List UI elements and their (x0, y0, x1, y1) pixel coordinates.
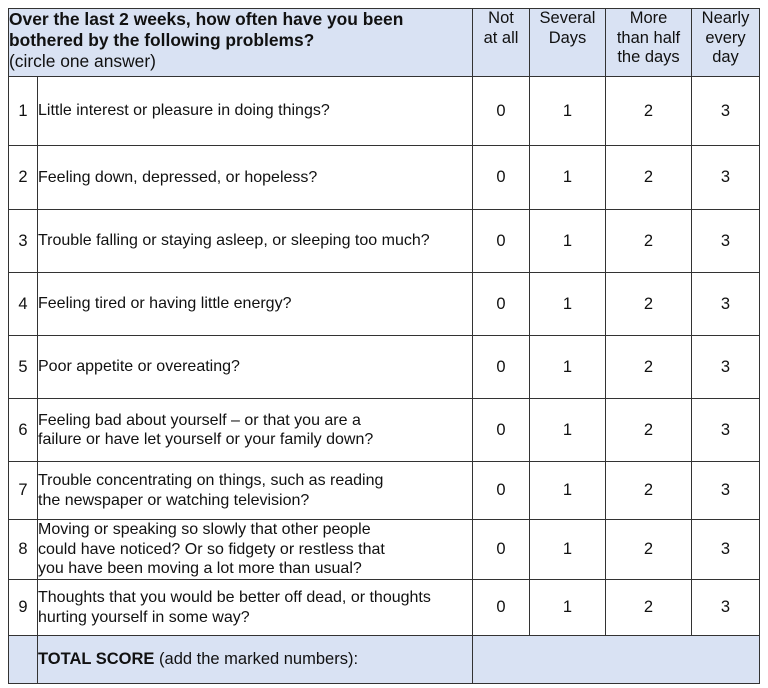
question-line-1: Over the last 2 weeks, how often have you been (9, 9, 404, 29)
question-row (9, 336, 760, 399)
score-more-than-half-option[interactable]: 2 (606, 520, 692, 580)
score-not-at-all-option[interactable]: 0 (473, 399, 530, 462)
question-text-line: Feeling tired or having little energy? (38, 295, 292, 313)
score-more-than-half-option[interactable]: 2 (606, 210, 692, 273)
question-text-line: hurting yourself in some way? (38, 608, 250, 626)
header-row (9, 9, 760, 77)
score-not-at-all-option[interactable]: 0 (473, 77, 530, 146)
column-header-line: every (705, 28, 746, 47)
score-several-days-option[interactable]: 1 (530, 336, 606, 399)
score-nearly-every-day-option[interactable]: 3 (692, 580, 760, 636)
question-number: 8 (9, 520, 38, 580)
score-nearly-every-day-option[interactable]: 3 (692, 77, 760, 146)
total-number-cell (9, 636, 38, 684)
question-number: 7 (9, 462, 38, 520)
items-body (9, 77, 760, 636)
column-header-line: at all (483, 28, 519, 47)
score-more-than-half-option[interactable]: 2 (606, 580, 692, 636)
column-header-line: day (712, 48, 739, 66)
question-text (38, 580, 473, 636)
question-row (9, 462, 760, 520)
question-text (38, 77, 473, 146)
score-several-days-option[interactable]: 1 (530, 462, 606, 520)
score-several-days-option[interactable]: 1 (530, 399, 606, 462)
score-more-than-half-option[interactable]: 2 (606, 77, 692, 146)
score-nearly-every-day-option[interactable]: 3 (692, 462, 760, 520)
question-row (9, 520, 760, 580)
question-row (9, 77, 760, 146)
score-several-days-option[interactable]: 1 (530, 580, 606, 636)
question-text-line: could have noticed? Or so fidgety or restless that (38, 540, 385, 558)
question-row (9, 273, 760, 336)
total-score-field[interactable] (473, 636, 760, 684)
score-not-at-all-option[interactable]: 0 (473, 462, 530, 520)
score-more-than-half-option[interactable]: 2 (606, 399, 692, 462)
question-number: 1 (9, 77, 38, 146)
question-text (38, 210, 473, 273)
column-header-nearly-every-day (692, 9, 760, 77)
score-not-at-all-option[interactable]: 0 (473, 336, 530, 399)
score-more-than-half-option[interactable]: 2 (606, 146, 692, 210)
score-not-at-all-option[interactable]: 0 (473, 146, 530, 210)
question-text-line: Feeling down, depressed, or hopeless? (38, 168, 318, 186)
question-line-2: bothered by the following problems? (9, 30, 315, 50)
column-header-line: the days (617, 48, 680, 66)
question-number: 4 (9, 273, 38, 336)
question-text-line: Trouble concentrating on things, such as reading (38, 472, 384, 489)
score-more-than-half-option[interactable]: 2 (606, 462, 692, 520)
score-not-at-all-option[interactable]: 0 (473, 520, 530, 580)
column-header-line: Days (548, 28, 587, 47)
score-nearly-every-day-option[interactable]: 3 (692, 146, 760, 210)
score-more-than-half-option[interactable]: 2 (606, 273, 692, 336)
score-several-days-option[interactable]: 1 (530, 146, 606, 210)
question-text-line: Trouble falling or staying asleep, or sleeping too much? (38, 232, 430, 250)
question-header (9, 9, 473, 77)
question-text-line: the newspaper or watching television? (38, 491, 310, 509)
question-text-line: Moving or speaking so slowly that other people (38, 521, 371, 539)
column-header-line: More (629, 9, 668, 27)
question-number: 2 (9, 146, 38, 210)
question-row (9, 146, 760, 210)
question-row (9, 580, 760, 636)
score-not-at-all-option[interactable]: 0 (473, 210, 530, 273)
question-text-line: Thoughts that you would be better off dead, or thoughts (38, 589, 431, 606)
instruction-text: (circle one answer) (9, 51, 156, 71)
question-text (38, 273, 473, 336)
score-several-days-option[interactable]: 1 (530, 520, 606, 580)
question-number: 3 (9, 210, 38, 273)
score-nearly-every-day-option[interactable]: 3 (692, 210, 760, 273)
question-text (38, 336, 473, 399)
question-text-line: failure or have let yourself or your family down? (38, 431, 374, 448)
question-text (38, 462, 473, 520)
score-not-at-all-option[interactable]: 0 (473, 580, 530, 636)
column-header-line: Several (539, 9, 596, 27)
score-nearly-every-day-option[interactable]: 3 (692, 520, 760, 580)
column-header-line: Nearly (701, 9, 750, 27)
question-text-line: Feeling bad about yourself – or that you are a (38, 411, 361, 429)
score-nearly-every-day-option[interactable]: 3 (692, 273, 760, 336)
question-number: 5 (9, 336, 38, 399)
question-text (38, 146, 473, 210)
score-several-days-option[interactable]: 1 (530, 210, 606, 273)
total-score-label-bold: TOTAL SCORE (38, 650, 155, 668)
column-header-not-at-all (473, 9, 530, 77)
column-header-more-than-half (606, 9, 692, 77)
score-nearly-every-day-option[interactable]: 3 (692, 336, 760, 399)
score-several-days-option[interactable]: 1 (530, 273, 606, 336)
score-nearly-every-day-option[interactable]: 3 (692, 399, 760, 462)
phq9-questionnaire-table (8, 8, 760, 684)
question-text-line: Little interest or pleasure in doing things? (38, 102, 330, 120)
question-row (9, 399, 760, 462)
question-row (9, 210, 760, 273)
total-row (9, 636, 760, 684)
question-text (38, 399, 473, 462)
question-text-line: you have been moving a lot more than usual? (38, 560, 362, 578)
total-score-label (38, 636, 473, 684)
score-more-than-half-option[interactable]: 2 (606, 336, 692, 399)
column-header-several-days (530, 9, 606, 77)
column-header-line: Not (488, 9, 514, 27)
column-header-line: than half (616, 28, 681, 47)
question-number: 6 (9, 399, 38, 462)
question-text (38, 520, 473, 580)
score-several-days-option[interactable]: 1 (530, 77, 606, 146)
score-not-at-all-option[interactable]: 0 (473, 273, 530, 336)
question-text-line: Poor appetite or overeating? (38, 358, 240, 376)
question-number: 9 (9, 580, 38, 636)
total-score-label-rest: (add the marked numbers): (154, 650, 359, 668)
